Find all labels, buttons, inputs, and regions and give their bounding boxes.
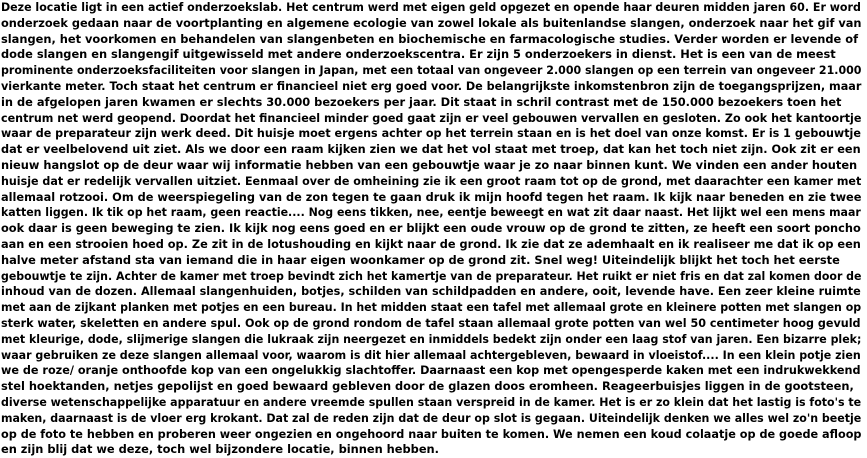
text-line: dat er veelbelovend uit ziet. Als we door een raam kijken zien we dat het vol staat met troep, dat kan het toch niet zijn. Ook zit er een [1, 142, 861, 157]
text-line: diverse wetenschappelijke apparatuur en andere vreemde spullen staan verspreid in de kamer. Het is er zo klein dat het lastig is foto's te [1, 394, 862, 409]
text-line: en zijn blij dat we deze, toch wel bijzondere locatie, binnen hebben. [1, 442, 439, 457]
text-line: op de foto te hebben en proberen weer ongezien en ongehoord naar buiten te komen. We nemen een koud colaatje op de goede afloop [1, 426, 862, 441]
text-line: inhoud van de dozen. Allemaal slangenhuiden, botjes, schilden van schildpadden en andere, ooit, levende have. Een zeer kleine ruimte [1, 284, 861, 299]
text-line: met aan de zijkant planken met potjes en een bureau. In het midden staat een tafel met allemaal grote en kleinere potten met slangen op [1, 300, 862, 315]
text-line: sterk water, skeletten en andere spul. Ook op de grond rondom de tafel staan allemaal grote potten van wel 50 centimeter hoog gevuld [1, 315, 861, 330]
text-line: centrum net werd geopend. Doordat het financieel minder goed gaat zijn er veel gebouwen vervallen en gesloten. Zo ook het kantoortje [1, 110, 862, 125]
text-line: vierkante meter. Toch staat het centrum er financieel niet erg goed voor. De belangrijkste inkomstenbron zijn de toegangsprijzen, maar [1, 78, 862, 93]
text-line: aan en een strooien hoed op. Ze zit in de lotushouding en kijkt naar de grond. Ik zie dat ze ademhaalt en ik realiseer me dat ik op een [1, 236, 861, 251]
text-line: halve meter afstand sta van iemand die in haar eigen woonkamer op de grond zit. Snel weg! Uiteindelijk blijkt het toch het eerste [1, 252, 840, 267]
text-line: ook daar is geen beweging te zien. Ik kijk nog eens goed en er blijkt een oude vrouw op de grond te zitten, ze heeft een soort poncho [1, 221, 861, 236]
text-line: nieuw hangslot op de deur waar wij informatie hebben van een gebouwtje waar je zo naar binnen kunt. We vinden een ander houten [1, 157, 858, 172]
text-line: waar gebruiken ze deze slangen allemaal voor, waarom is dit hier allemaal achtergebleven, bewaard in vloeistof.... In een klein potje zien [1, 347, 861, 362]
text-line: huisje dat er redelijk vervallen uitziet. Eenmaal over de omheining zie ik een groot raam tot op de grond, met daarachter een kamer met [1, 173, 862, 188]
text-line: met kleurige, dode, slijmerige slangen die lukraak zijn neergezet en inmiddels bedekt zijn onder een laag stof van jaren. Een bizarre plek; [1, 331, 862, 346]
text-line: onderzoek gedaan naar de voortplanting en algemene ecologie van zowel lokale als buitenlandse slangen, onderzoek naar het gif van [1, 15, 862, 30]
text-line: allemaal rotzooi. Om de weerspiegeling van de zon tegen te gaan druk ik mijn hoofd tegen het raam. Ik kijk naar beneden en zie twee [1, 189, 862, 204]
text-line: prominente onderzoeksfaciliteiten voor slangen in Japan, met een totaal van ongeveer 2.000 slangen op een terrein van ongeveer 21.000 [1, 63, 862, 78]
text-line: dode slangen en slangengif uitgewisseld met andere onderzoekscentra. Er zijn 5 onderzoekers in dienst. Het is een van de meest [1, 47, 836, 62]
text-line: we de roze/ oranje onthoofde kop van een ongelukkig slachtoffer. Daarnaast een kop met opengesperde kaken met een indrukwekkend [1, 363, 861, 378]
text-line: in de afgelopen jaren kwamen er slechts 30.000 bezoekers per jaar. Dit staat in schril contrast met de 150.000 bezoekers toen het [1, 94, 842, 109]
text-line: stel hoektanden, netjes gepolijst en goed bewaard gebleven door de glazen doos eromheen. Reageerbuisjes liggen in de gootsteen, [1, 379, 854, 394]
text-line: gebouwtje te zijn. Achter de kamer met troep bevindt zich het kamertje van de preparateur. Het ruikt er niet fris en dat zal komen door de [1, 268, 862, 283]
text-line: Deze locatie ligt in een actief onderzoekslab. Het centrum werd met eigen geld opgezet en opende haar deuren midden jaren 60. Er word [1, 0, 861, 14]
text-line: katten liggen. Ik tik op het raam, geen reactie.... Nog eens tikken, nee, eentje beweegt en wat zit daar naast. Het lijkt wel een mens maar [1, 205, 861, 220]
text-line: waar de preparateur zijn werk deed. Dit huisje moet ergens achter op het terrein staan en is het doel van onze komst. Er is 1 gebouwtje [1, 126, 861, 141]
text-line: maken, daarnaast is de vloer erg krokant. Dat zal de reden zijn dat de deur op slot is gegaan. Uiteindelijk denken we alles wel zo'n beetje [1, 410, 862, 425]
text-line: slangen, het voorkomen en behandelen van slangenbeten en biochemische en farmacologische studies. Verder worden er levende of [1, 31, 859, 46]
document-body [1, 0, 863, 457]
